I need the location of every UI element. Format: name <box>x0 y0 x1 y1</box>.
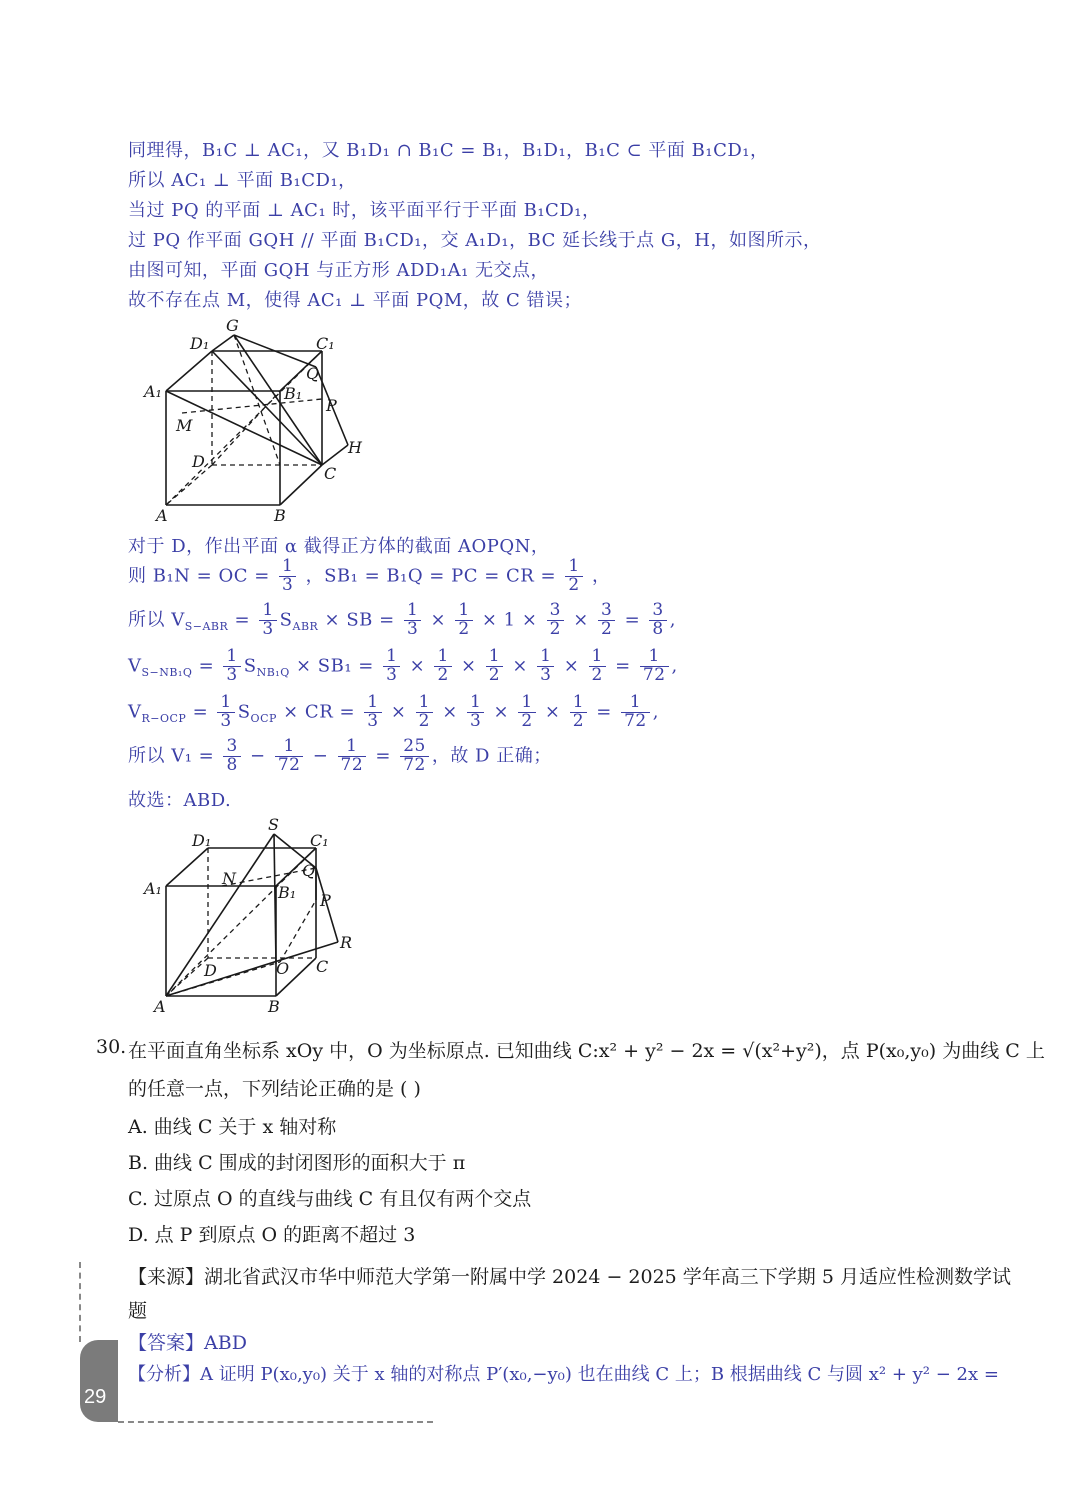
fig1-label-p: P <box>326 396 337 415</box>
numerator: 3 <box>649 602 666 621</box>
fig2-label-n: N <box>222 869 236 888</box>
fraction <box>223 648 240 685</box>
solution-line-11: $V_{R-OCP}$ = $\frac{1}{3}$ $S_{OCP}$ × CR = $\frac{1}{3}$ × $\frac{1}{2}$ × $\frac{1}{3}$ × $\frac{1}{2}$ × $\frac{1}{2}$ = $\frac{1}{72}$ , <box>128 692 659 731</box>
line9-s: S <box>279 609 293 631</box>
numerator: 3 <box>598 602 615 621</box>
denominator: 3 <box>367 710 379 731</box>
fig2-label-d: D <box>204 961 217 980</box>
fig2-label-a1: A₁ <box>144 879 162 898</box>
fraction <box>404 602 421 639</box>
margin-dash-vertical <box>79 1262 81 1342</box>
answer-line <box>128 1328 247 1355</box>
factor-one: 1 <box>503 609 516 631</box>
fraction <box>455 602 472 639</box>
numerator: 1 <box>434 648 451 667</box>
numerator: 1 <box>589 648 606 667</box>
solution-line-8 <box>128 558 610 595</box>
line11-ssub: OCP <box>250 711 277 725</box>
answer-tag: 【答案】 <box>128 1332 205 1354</box>
fraction <box>217 694 234 731</box>
fig2-label-c1: C₁ <box>310 831 329 850</box>
fig1-label-c: C <box>324 464 337 483</box>
source-line-2: 题 <box>128 1300 148 1322</box>
denominator: 72 <box>340 754 364 775</box>
numerator: 1 <box>455 602 472 621</box>
fraction <box>400 738 429 775</box>
fig1-label-a: A <box>156 506 168 525</box>
fraction <box>416 694 433 731</box>
line8-pre: 则 B₁N = OC = <box>128 565 270 587</box>
denominator: 2 <box>591 664 603 685</box>
numerator: 1 <box>217 694 234 713</box>
cube-figure-2 <box>140 812 380 1022</box>
line11-s: S <box>237 701 251 723</box>
source-text: 湖北省武汉市华中师范大学第一附属中学 2024 − 2025 学年高三下学期 5 月适应性检测数学试 <box>204 1266 1011 1288</box>
numerator: 1 <box>467 694 484 713</box>
fig1-label-m: M <box>176 416 193 435</box>
numerator: 1 <box>570 694 587 713</box>
denominator: 3 <box>470 710 482 731</box>
fraction <box>589 648 606 685</box>
solution-line-5: 由图可知，平面 GQH 与正方形 ADD₁A₁ 无交点， <box>128 260 550 281</box>
numerator: 1 <box>364 694 381 713</box>
option-c: C. 过原点 O 的直线与曲线 C 有且仅有两个交点 <box>128 1188 532 1210</box>
denominator: 2 <box>568 574 580 595</box>
fig1-label-d1: D₁ <box>190 334 210 353</box>
answer-value: ABD <box>204 1332 247 1354</box>
fraction-one-half <box>565 558 582 595</box>
numerator: 1 <box>486 648 503 667</box>
source-line-1 <box>128 1262 1011 1289</box>
numerator: 1 <box>223 648 240 667</box>
fig1-label-a1: A₁ <box>144 382 162 401</box>
numerator: 1 <box>621 694 650 713</box>
fraction <box>649 602 666 639</box>
margin-dash-horizontal <box>118 1421 433 1423</box>
page-number-tab <box>80 1340 118 1422</box>
fig2-label-o: O <box>276 959 290 978</box>
page-number: 29 <box>84 1386 107 1408</box>
solution-line-10: $V_{S-NB_1Q}$ = $\frac{1}{3}$ $S_{NB_1Q} \times SB_1$ = $\frac{1}{3}$ × $\frac{1}{2}$ × $\frac{1}{2}$ × $\frac{1}{3}$ × $\frac{1}{2}$ = $\frac{1}{72}$ , <box>128 646 678 685</box>
fig2-label-r: R <box>340 933 353 952</box>
fig2-label-s: S <box>268 815 279 834</box>
fig2-label-b: B <box>268 997 280 1016</box>
numerator: 1 <box>338 738 367 757</box>
denominator: 2 <box>458 618 470 639</box>
option-b: B. 曲线 C 围成的封闭图形的面积大于 π <box>128 1152 466 1174</box>
denominator: 2 <box>437 664 449 685</box>
denominator: 8 <box>226 754 238 775</box>
fig2-label-a: A <box>154 997 166 1016</box>
fig2-label-d1: D₁ <box>192 831 212 850</box>
solution-line-9: 所以 $V_{S-ABR}$ = $\frac{1}{3}$ $S_{ABR}$ × SB = $\frac{1}{3}$ × $\frac{1}{2}$ × 1 × $\frac{3}{2}$ × $\frac{3}{2}$ = $\frac{3}{8}$ , <box>128 600 676 639</box>
denominator: 8 <box>652 618 664 639</box>
line11-pre: V <box>128 701 142 723</box>
line10-pre: V <box>128 655 142 677</box>
numerator: 1 <box>259 602 276 621</box>
numerator: 25 <box>400 738 429 757</box>
cube-figure-1 <box>140 315 380 525</box>
line10-s: S <box>243 655 257 677</box>
line9-ssub: ABR <box>292 619 319 633</box>
fraction <box>486 648 503 685</box>
numerator: 1 <box>416 694 433 713</box>
fraction <box>467 694 484 731</box>
fraction <box>598 602 615 639</box>
fig1-label-c1: C₁ <box>316 334 335 353</box>
denominator: 3 <box>540 664 552 685</box>
line8-post: ， <box>591 565 611 587</box>
question-number: 30. <box>96 1036 127 1058</box>
fraction <box>434 648 451 685</box>
option-a: A. 曲线 C 关于 x 轴对称 <box>128 1116 337 1138</box>
fig1-label-g: G <box>226 316 239 335</box>
fig2-label-q: Q <box>302 861 316 880</box>
fraction <box>518 694 535 731</box>
fraction <box>364 694 381 731</box>
fraction <box>621 694 650 731</box>
denominator: 2 <box>418 710 430 731</box>
analysis-line <box>128 1360 999 1386</box>
analysis-text: A 证明 P(x₀,y₀) 关于 x 轴的对称点 P′(x₀,−y₀) 也在曲线 C 上；B 根据曲线 C 与圆 x² + y² − 2x = <box>200 1364 999 1385</box>
denominator: 2 <box>572 710 585 731</box>
numerator: 1 <box>279 558 296 577</box>
line10-sub: S−NB₁Q <box>141 665 193 679</box>
fraction <box>547 602 564 639</box>
numerator: 1 <box>383 648 400 667</box>
fig2-label-b1: B₁ <box>278 883 297 902</box>
denominator: 72 <box>403 754 426 775</box>
solution-line-3: 当过 PQ 的平面 ⊥ AC₁ 时，该平面平行于平面 B₁CD₁， <box>128 200 601 221</box>
numerator: 1 <box>518 694 535 713</box>
line12-pre: 所以 V₁ = <box>128 745 215 767</box>
option-d: D. 点 P 到原点 O 的距离不超过 3 <box>128 1224 416 1246</box>
fraction <box>537 648 554 685</box>
numerator: 3 <box>547 602 564 621</box>
line8-mid: ，SB₁ = B₁Q = PC = CR = <box>305 565 557 587</box>
denominator: 2 <box>549 618 561 639</box>
fig2-label-p: P <box>320 891 331 910</box>
line9-pre: 所以 V <box>128 609 185 631</box>
solution-line-7: 对于 D，作出平面 α 截得正方体的截面 AOPQN， <box>128 536 550 557</box>
denominator: 2 <box>488 664 501 685</box>
line9-eq: = <box>228 609 251 631</box>
denominator: 3 <box>386 664 398 685</box>
denominator: 72 <box>277 754 301 775</box>
fraction <box>223 738 240 775</box>
line10-ssub: NB₁Q <box>256 665 290 679</box>
solution-line-13: 故选：ABD. <box>128 790 232 811</box>
fig1-label-q: Q <box>306 364 320 383</box>
line10-rest: × SB₁ = <box>289 655 374 677</box>
line11-rest: × CR = <box>276 701 356 723</box>
line9-sub: S−ABR <box>184 619 229 633</box>
analysis-tag: 【分析】 <box>128 1364 200 1385</box>
denominator: 3 <box>406 618 419 639</box>
denominator: 3 <box>226 664 238 685</box>
line11-sub: R−OCP <box>141 711 187 725</box>
denominator: 72 <box>624 710 647 731</box>
question-stem-line-2: 的任意一点，下列结论正确的是 ( ) <box>128 1078 421 1100</box>
solution-line-4: 过 PQ 作平面 GQH // 平面 B₁CD₁，交 A₁D₁，BC 延长线于点 G，H，如图所示， <box>128 230 822 251</box>
denominator: 2 <box>521 710 533 731</box>
fraction <box>383 648 400 685</box>
numerator: 3 <box>223 738 240 757</box>
fraction <box>275 738 304 775</box>
solution-line-12: 所以 V₁ = $\frac{3}{8}$ − $\frac{1}{72}$ − $\frac{1}{72}$ = $\frac{25}{72}$ ，故 D 正确； <box>128 736 552 775</box>
numerator: 1 <box>275 738 304 757</box>
denominator: 3 <box>262 618 274 639</box>
line9-rest: × SB = <box>318 609 395 631</box>
denominator: 72 <box>642 664 666 685</box>
fraction <box>338 738 367 775</box>
line12-post: ，故 D 正确； <box>431 745 552 767</box>
numerator: 1 <box>640 648 669 667</box>
solution-line-6: 故不存在点 M，使得 AC₁ ⊥ 平面 PQM，故 C 错误； <box>128 290 582 311</box>
fraction-one-third <box>279 558 296 595</box>
fig2-label-c: C <box>316 957 329 976</box>
numerator: 1 <box>537 648 554 667</box>
solution-line-1: 同理得，B₁C ⊥ AC₁，又 B₁D₁ ∩ B₁C = B₁，B₁D₁，B₁C ⊂ 平面 B₁CD₁， <box>128 140 769 161</box>
numerator: 1 <box>565 558 582 577</box>
fig1-label-d: D <box>192 452 205 471</box>
fraction <box>640 648 669 685</box>
fraction <box>570 694 587 731</box>
denominator: 3 <box>282 574 294 595</box>
numerator: 1 <box>404 602 421 621</box>
denominator: 3 <box>220 710 232 731</box>
question-stem-line-1: 在平面直角坐标系 xOy 中，O 为坐标原点. 已知曲线 C:x² + y² − 2x = √(x²+y²)，点 P(x₀,y₀) 为曲线 C 上 <box>128 1040 1045 1062</box>
denominator: 2 <box>601 618 613 639</box>
fig1-label-b1: B₁ <box>284 384 303 403</box>
solution-line-2: 所以 AC₁ ⊥ 平面 B₁CD₁， <box>128 170 357 191</box>
fraction <box>259 602 276 639</box>
fig1-label-b: B <box>274 506 286 525</box>
source-tag: 【来源】 <box>128 1266 205 1288</box>
fig1-label-h: H <box>348 438 362 457</box>
